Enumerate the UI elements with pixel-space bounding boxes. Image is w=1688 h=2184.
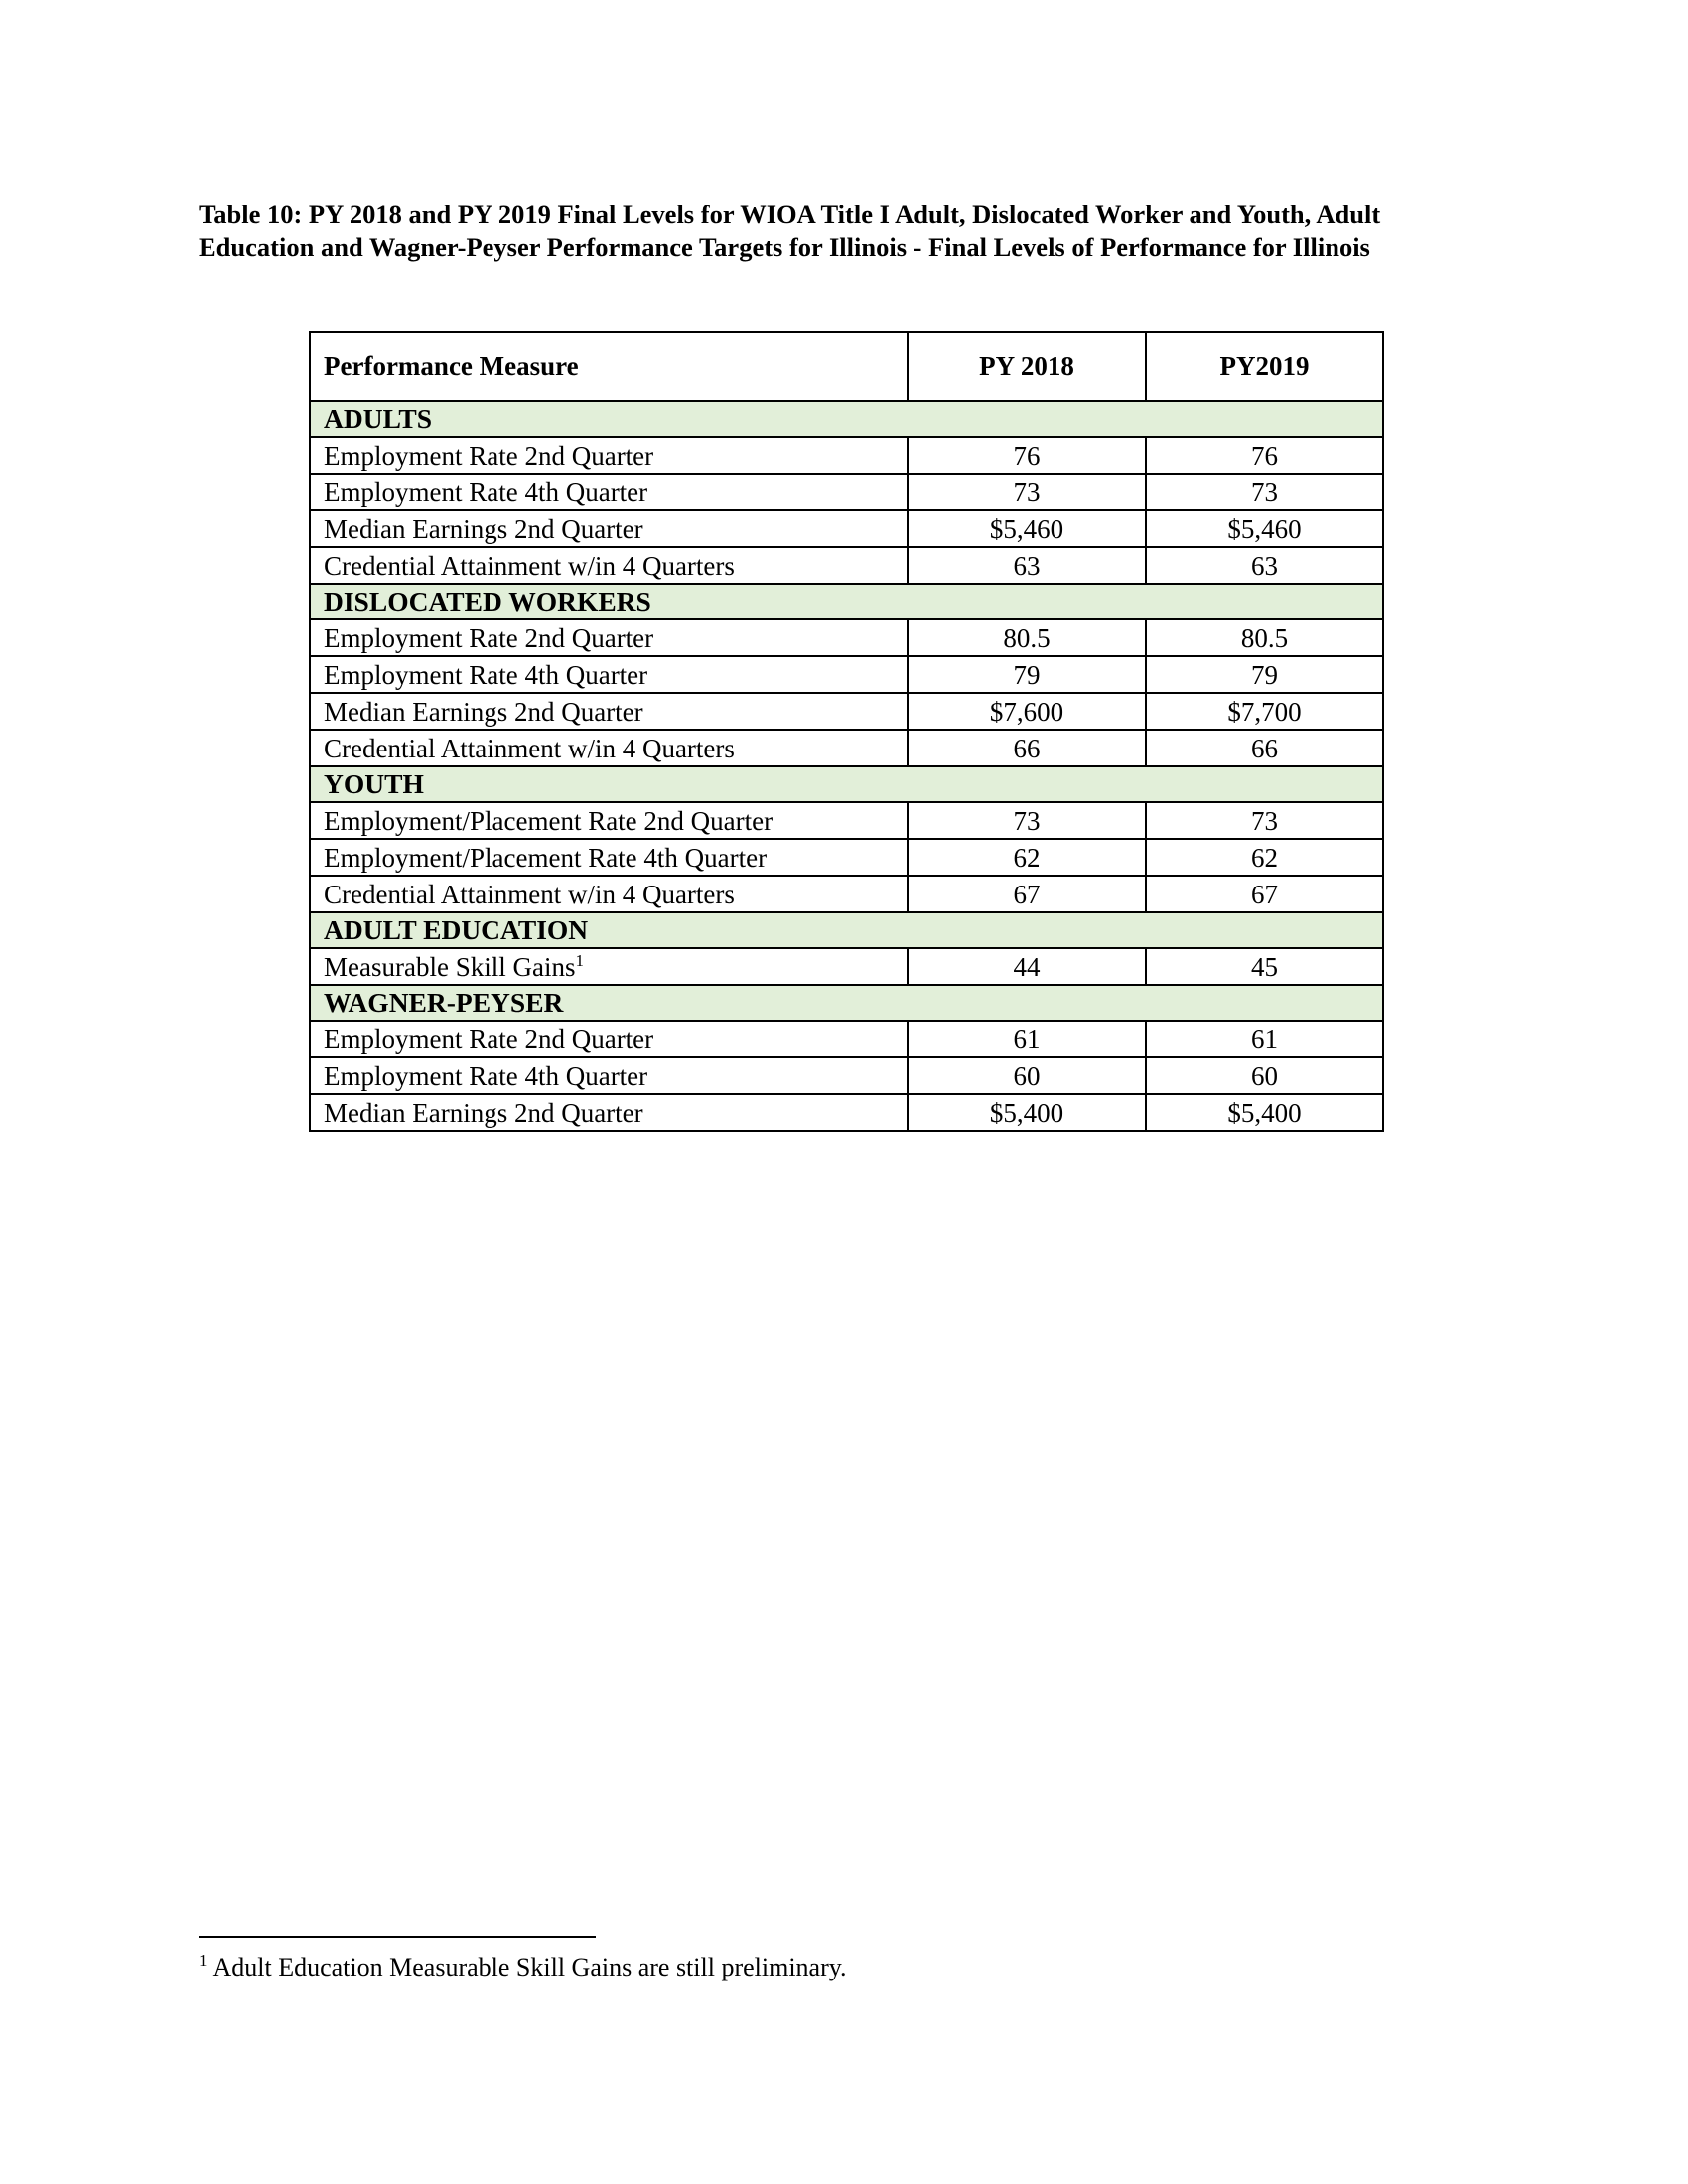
table-row — [310, 1094, 1383, 1131]
py2019-value: 76 — [1146, 437, 1383, 474]
measure-label: Median Earnings 2nd Quarter — [324, 696, 643, 727]
section-title: YOUTH — [310, 766, 1383, 802]
table-row — [310, 1057, 1383, 1094]
py2018-value: 76 — [908, 437, 1146, 474]
measure-label: Employment Rate 2nd Quarter — [324, 1024, 654, 1054]
py2018-value: 62 — [908, 839, 1146, 876]
table-body — [310, 401, 1383, 1131]
py2019-value: 73 — [1146, 474, 1383, 510]
py2018-value: 67 — [908, 876, 1146, 912]
table-row — [310, 437, 1383, 474]
measure-label: Credential Attainment w/in 4 Quarters — [324, 733, 735, 763]
py2018-value: $7,600 — [908, 693, 1146, 730]
measure-label: Employment Rate 4th Quarter — [324, 1060, 648, 1091]
section-title: DISLOCATED WORKERS — [310, 584, 1383, 619]
measure-cell — [310, 1094, 908, 1131]
py2018-value: 63 — [908, 547, 1146, 584]
section-title: ADULT EDUCATION — [310, 912, 1383, 948]
measure-label: Credential Attainment w/in 4 Quarters — [324, 879, 735, 909]
measure-cell — [310, 948, 908, 985]
py2019-value: 45 — [1146, 948, 1383, 985]
py2019-value: $7,700 — [1146, 693, 1383, 730]
py2018-value: 44 — [908, 948, 1146, 985]
py2019-value: 80.5 — [1146, 619, 1383, 656]
table-row — [310, 547, 1383, 584]
table-row — [310, 730, 1383, 766]
footnote-text: Adult Education Measurable Skill Gains are still preliminary. — [212, 1953, 847, 1981]
py2018-value: 73 — [908, 802, 1146, 839]
footnote-reference: 1 — [575, 950, 584, 970]
table-row — [310, 802, 1383, 839]
measure-cell — [310, 802, 908, 839]
measure-label: Employment/Placement Rate 4th Quarter — [324, 842, 768, 873]
py2019-value: $5,400 — [1146, 1094, 1383, 1131]
performance-table — [309, 331, 1384, 1132]
py2019-value: $5,460 — [1146, 510, 1383, 547]
measure-label: Employment Rate 2nd Quarter — [324, 440, 654, 471]
table-row — [310, 474, 1383, 510]
measure-cell — [310, 876, 908, 912]
measure-cell — [310, 547, 908, 584]
py2018-value: 61 — [908, 1021, 1146, 1057]
measure-cell — [310, 437, 908, 474]
column-header-measure: Performance Measure — [310, 332, 908, 401]
measure-label: Employment Rate 4th Quarter — [324, 477, 648, 507]
measure-cell — [310, 839, 908, 876]
section-title: WAGNER-PEYSER — [310, 985, 1383, 1021]
table-row — [310, 656, 1383, 693]
measure-cell — [310, 1021, 908, 1057]
py2018-value: $5,460 — [908, 510, 1146, 547]
footnote-separator — [199, 1936, 596, 1938]
section-title: ADULTS — [310, 401, 1383, 437]
measure-cell — [310, 656, 908, 693]
py2019-value: 67 — [1146, 876, 1383, 912]
section-row — [310, 766, 1383, 802]
py2018-value: 60 — [908, 1057, 1146, 1094]
measure-cell — [310, 730, 908, 766]
table-row — [310, 876, 1383, 912]
section-row — [310, 985, 1383, 1021]
table-row — [310, 693, 1383, 730]
measure-cell — [310, 619, 908, 656]
section-row — [310, 912, 1383, 948]
py2018-value: 79 — [908, 656, 1146, 693]
section-row — [310, 401, 1383, 437]
measure-label: Median Earnings 2nd Quarter — [324, 1097, 643, 1128]
column-header-py2019: PY2019 — [1146, 332, 1383, 401]
column-header-py2018: PY 2018 — [908, 332, 1146, 401]
table-row — [310, 1021, 1383, 1057]
py2019-value: 61 — [1146, 1021, 1383, 1057]
measure-label: Median Earnings 2nd Quarter — [324, 513, 643, 544]
footnote — [199, 1952, 1489, 1983]
measure-label: Credential Attainment w/in 4 Quarters — [324, 550, 735, 581]
table-caption: Table 10: PY 2018 and PY 2019 Final Levels for WIOA Title I Adult, Dislocated Worker and Youth, Adult Education and Wagner-Peyser Performance Targets for Illinois - Final Levels of Performance for Illinois — [199, 200, 1381, 262]
measure-label: Employment Rate 2nd Quarter — [324, 622, 654, 653]
measure-cell — [310, 1057, 908, 1094]
py2019-value: 60 — [1146, 1057, 1383, 1094]
py2018-value: 73 — [908, 474, 1146, 510]
table-row — [310, 839, 1383, 876]
footnote-marker: 1 — [199, 1951, 208, 1971]
py2018-value: $5,400 — [908, 1094, 1146, 1131]
py2018-value: 66 — [908, 730, 1146, 766]
measure-cell — [310, 510, 908, 547]
measure-label: Employment Rate 4th Quarter — [324, 659, 648, 690]
py2019-value: 73 — [1146, 802, 1383, 839]
py2019-value: 62 — [1146, 839, 1383, 876]
measure-label: Employment/Placement Rate 2nd Quarter — [324, 805, 774, 836]
table-row — [310, 948, 1383, 985]
table-row — [310, 510, 1383, 547]
py2019-value: 79 — [1146, 656, 1383, 693]
measure-cell — [310, 693, 908, 730]
measure-label: Measurable Skill Gains — [324, 951, 576, 982]
py2019-value: 66 — [1146, 730, 1383, 766]
py2019-value: 63 — [1146, 547, 1383, 584]
section-row — [310, 584, 1383, 619]
measure-cell — [310, 474, 908, 510]
py2018-value: 80.5 — [908, 619, 1146, 656]
table-row — [310, 619, 1383, 656]
header-row — [310, 332, 1383, 401]
